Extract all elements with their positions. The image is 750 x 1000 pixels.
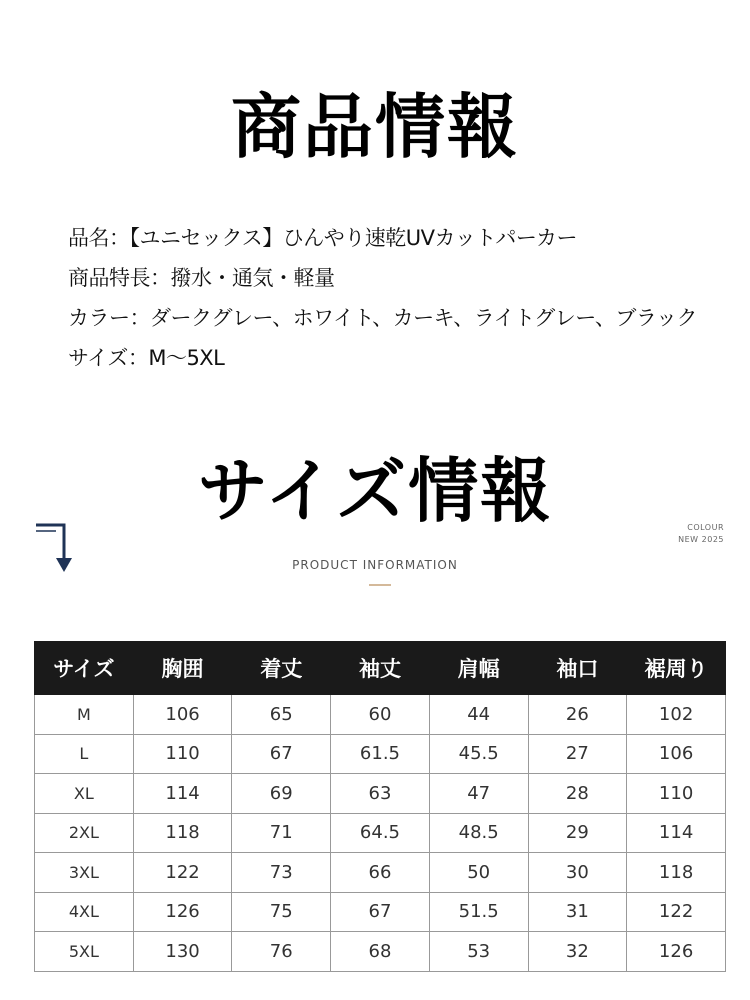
chest-cell: 114	[133, 774, 232, 814]
sleeve-cell: 64.5	[331, 813, 430, 853]
hem-cell: 110	[627, 774, 726, 814]
table-row	[35, 892, 726, 932]
product-info-title: 商品情報	[231, 86, 519, 168]
cuff-cell: 29	[528, 813, 627, 853]
hem-cell: 118	[627, 853, 726, 893]
sleeve-cell: 66	[331, 853, 430, 893]
table-row	[35, 734, 726, 774]
length-cell: 73	[232, 853, 331, 893]
size-cell: XL	[35, 774, 134, 814]
header-shoulder: 肩幅	[429, 642, 528, 695]
chest-cell: 118	[133, 813, 232, 853]
header-cuff: 袖口	[528, 642, 627, 695]
product-colors-line: カラー：ダークグレー、ホワイト、カーキ、ライトグレー、ブラック	[68, 306, 697, 330]
hem-cell: 114	[627, 813, 726, 853]
hem-cell: 126	[627, 932, 726, 972]
shoulder-cell: 45.5	[429, 734, 528, 774]
subtitle-underline	[369, 584, 391, 586]
table-row	[35, 774, 726, 814]
chest-cell: 122	[133, 853, 232, 893]
product-features-line: 商品特長：撥水・通気・軽量	[68, 266, 335, 290]
shoulder-cell: 44	[429, 695, 528, 735]
sleeve-cell: 68	[331, 932, 430, 972]
product-name-line: 品名：【ユニセックス】ひんやり速乾UVカットパーカー	[68, 226, 577, 250]
cuff-cell: 27	[528, 734, 627, 774]
chest-cell: 110	[133, 734, 232, 774]
cuff-cell: 31	[528, 892, 627, 932]
length-cell: 76	[232, 932, 331, 972]
size-cell: 2XL	[35, 813, 134, 853]
hem-cell: 102	[627, 695, 726, 735]
cuff-cell: 26	[528, 695, 627, 735]
colour-tag-line-1: COLOUR	[687, 523, 724, 532]
product-sizes-line: サイズ：M〜5XL	[68, 346, 225, 370]
hem-cell: 122	[627, 892, 726, 932]
length-cell: 71	[232, 813, 331, 853]
length-cell: 67	[232, 734, 331, 774]
header-hem: 裾周り	[627, 642, 726, 695]
cuff-cell: 28	[528, 774, 627, 814]
sleeve-cell: 67	[331, 892, 430, 932]
sleeve-cell: 63	[331, 774, 430, 814]
table-row	[35, 932, 726, 972]
shoulder-cell: 51.5	[429, 892, 528, 932]
shoulder-cell: 47	[429, 774, 528, 814]
header-sleeve: 袖丈	[331, 642, 430, 695]
chest-cell: 106	[133, 695, 232, 735]
length-cell: 65	[232, 695, 331, 735]
table-row	[35, 853, 726, 893]
header-chest: 胸囲	[133, 642, 232, 695]
length-cell: 75	[232, 892, 331, 932]
chest-cell: 126	[133, 892, 232, 932]
colour-tag-line-2: NEW 2025	[678, 535, 724, 544]
length-cell: 69	[232, 774, 331, 814]
shoulder-cell: 50	[429, 853, 528, 893]
size-table	[34, 641, 726, 972]
size-cell: L	[35, 734, 134, 774]
shoulder-cell: 53	[429, 932, 528, 972]
header-size: サイズ	[35, 642, 134, 695]
sleeve-cell: 61.5	[331, 734, 430, 774]
sleeve-cell: 60	[331, 695, 430, 735]
size-cell: M	[35, 695, 134, 735]
product-information-subtitle: PRODUCT INFORMATION	[292, 558, 458, 572]
size-cell: 3XL	[35, 853, 134, 893]
size-table-header-row	[35, 642, 726, 695]
chest-cell: 130	[133, 932, 232, 972]
size-cell: 5XL	[35, 932, 134, 972]
cuff-cell: 32	[528, 932, 627, 972]
colour-tag	[678, 522, 724, 546]
header-length: 着丈	[232, 642, 331, 695]
size-info-title: サイズ情報	[197, 450, 553, 532]
table-row	[35, 813, 726, 853]
size-cell: 4XL	[35, 892, 134, 932]
product-info-list	[68, 218, 697, 378]
cuff-cell: 30	[528, 853, 627, 893]
table-row	[35, 695, 726, 735]
hem-cell: 106	[627, 734, 726, 774]
shoulder-cell: 48.5	[429, 813, 528, 853]
